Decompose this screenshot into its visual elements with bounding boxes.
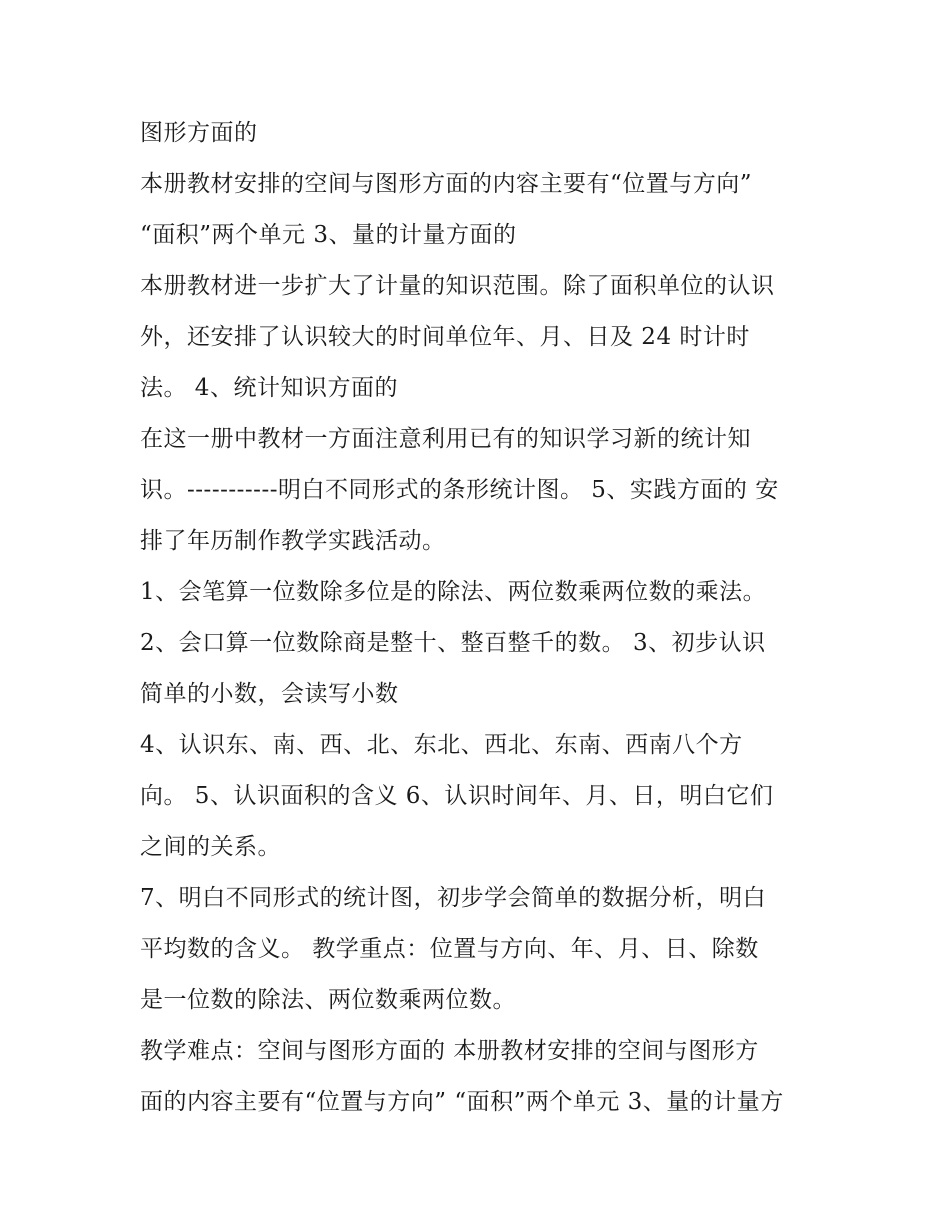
- text-line: 外，还安排了认识较大的时间单位年、月、日及 24 时计时: [140, 324, 750, 350]
- text-line: 本册教材进一步扩大了计量的知识范围。除了面积单位的认识: [140, 273, 775, 299]
- text-line: 识。-----------明白不同形式的条形统计图。 5、实践方面的 安: [140, 477, 779, 503]
- text-line: 排了年历制作教学实践活动。: [140, 528, 446, 554]
- text-line: 法。 4、统计知识方面的: [140, 375, 398, 401]
- text-line: 是一位数的除法、两位数乘两位数。: [140, 987, 516, 1013]
- text-line: 1、会笔算一位数除多位是的除法、两位数乘两位数的乘法。: [140, 579, 767, 605]
- text-line: 之间的关系。: [140, 834, 281, 860]
- text-line: 7、明白不同形式的统计图，初步学会简单的数据分析，明白: [140, 885, 767, 911]
- text-line: 在这一册中教材一方面注意利用已有的知识学习新的统计知: [140, 426, 751, 452]
- text-line: “面积”两个单元 3、量的计量方面的: [140, 222, 517, 248]
- text-line: 平均数的含义。 教学重点：位置与方向、年、月、日、除数: [140, 936, 759, 962]
- document-body: [140, 108, 840, 1128]
- text-line: 4、认识东、南、西、北、东北、西北、东南、西南八个方: [140, 732, 743, 758]
- text-line: 向。 5、认识面积的含义 6、认识时间年、月、日，明白它们: [140, 783, 774, 809]
- text-line: 教学难点：空间与图形方面的 本册教材安排的空间与图形方: [140, 1038, 759, 1064]
- text-line: 2、会口算一位数除商是整十、整百整千的数。 3、初步认识: [140, 630, 766, 656]
- text-line: 面的内容主要有“位置与方向” “面积”两个单元 3、量的计量方: [140, 1089, 784, 1115]
- text-line: 简单的小数，会读写小数: [140, 681, 399, 707]
- text-line: 本册教材安排的空间与图形方面的内容主要有“位置与方向”: [140, 171, 753, 197]
- text-line: 图形方面的: [140, 120, 258, 146]
